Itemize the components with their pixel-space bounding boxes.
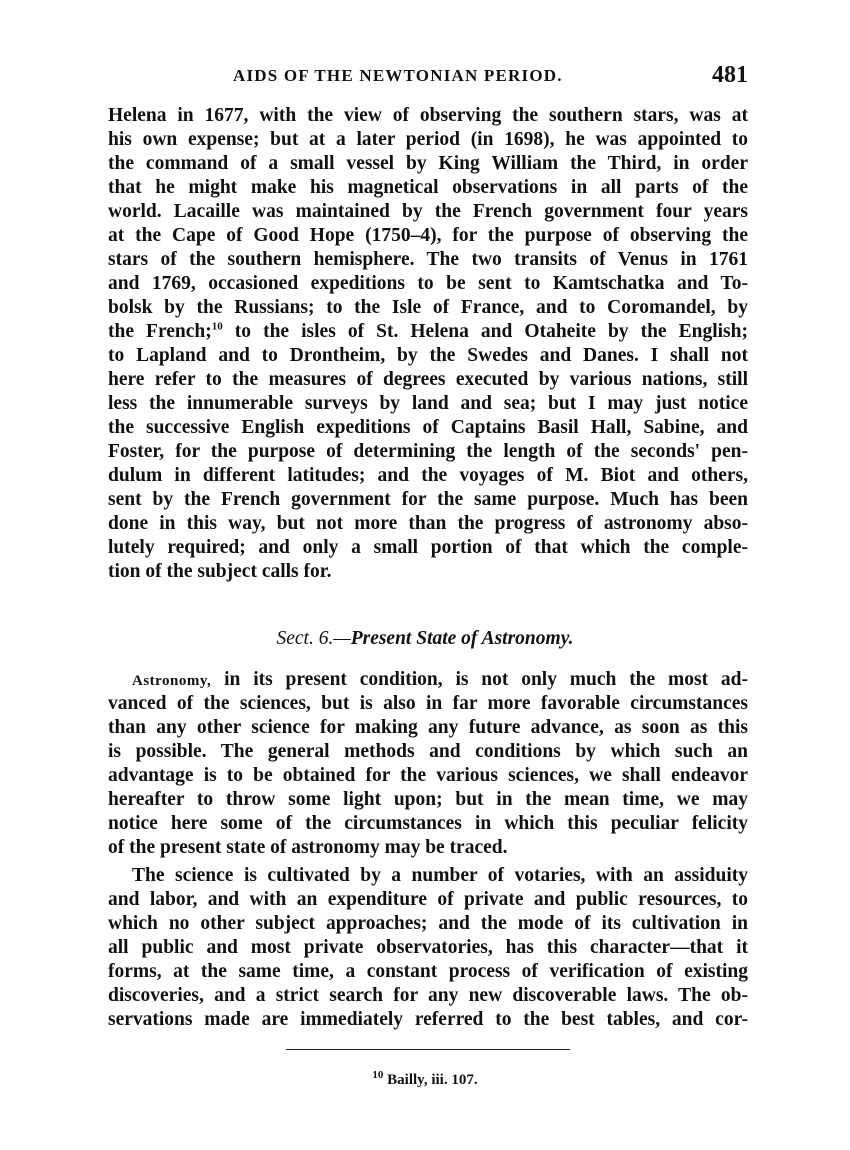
- footnote-marker: 10: [372, 1069, 384, 1081]
- text-line: stars of the southern hemisphere. The two transits of Venus in 1761: [108, 249, 748, 270]
- text-line: forms, at the same time, a constant process of verification of existing: [108, 961, 748, 982]
- section-heading: [0, 628, 850, 650]
- paragraph-2: [108, 668, 748, 860]
- section-title: Present State of Astronomy.: [350, 628, 574, 649]
- text-line: than any other science for making any future advance, as soon as this: [108, 717, 748, 738]
- text-line: done in this way, but not more than the progress of astronomy abso-: [108, 513, 748, 534]
- text-line: discoveries, and a strict search for any new discoverable laws. The ob-: [108, 985, 748, 1006]
- footnote-divider: [286, 1049, 570, 1050]
- text-line: is possible. The general methods and conditions by which such an: [108, 741, 748, 762]
- text-line: Foster, for the purpose of determining the length of the seconds' pen-: [108, 441, 748, 462]
- footnote: [0, 1069, 850, 1089]
- text-line-with-lead: [108, 668, 748, 692]
- text-line: which no other subject approaches; and the mode of its cultivation in: [108, 913, 748, 934]
- paragraph-1: [108, 104, 748, 584]
- text-fragment: to the isles of St. Helena and Otaheite by the English;: [222, 321, 748, 342]
- text-line: at the Cape of Good Hope (1750–4), for the purpose of observing the: [108, 225, 748, 246]
- text-line: Helena in 1677, with the view of observing the southern stars, was at: [108, 105, 748, 126]
- paragraph-3: [108, 864, 748, 1032]
- text-line: The science is cultivated by a number of votaries, with an assiduity: [132, 865, 748, 886]
- text-line: the successive English expeditions of Captains Basil Hall, Sabine, and: [108, 417, 748, 438]
- text-line: of the present state of astronomy may be traced.: [108, 837, 508, 858]
- text-line: that he might make his magnetical observations in all parts of the: [108, 177, 748, 198]
- text-line-with-footnote-ref: [108, 320, 748, 344]
- text-line: less the innumerable surveys by land and sea; but I may just notice: [108, 393, 748, 414]
- text-line: lutely required; and only a small portion of that which the comple-: [108, 537, 748, 558]
- text-line: advantage is to be obtained for the various sciences, we shall endeavor: [108, 765, 748, 786]
- text-line: bolsk by the Russians; to the Isle of France, and to Coromandel, by: [108, 297, 748, 318]
- running-head: [108, 62, 748, 92]
- text-line: all public and most private observatories, has this character—that it: [108, 937, 748, 958]
- text-line: sent by the French government for the same purpose. Much has been: [108, 489, 748, 510]
- text-fragment: the French;: [108, 321, 212, 342]
- text-line: hereafter to throw some light upon; but in the mean time, we may: [108, 789, 748, 810]
- text-line: the command of a small vessel by King William the Third, in order: [108, 153, 748, 174]
- text-line: notice here some of the circumstances in which this peculiar felicity: [108, 813, 748, 834]
- footnote-text: Bailly, iii. 107.: [383, 1072, 478, 1088]
- text-fragment: in its present condition, is not only much the most ad-: [211, 669, 748, 690]
- lead-word: Astronomy,: [132, 673, 212, 689]
- text-line: to Lapland and to Drontheim, by the Swedes and Danes. I shall not: [108, 345, 748, 366]
- text-line: servations made are immediately referred to the best tables, and cor-: [108, 1009, 748, 1030]
- text-line: world. Lacaille was maintained by the French government four years: [108, 201, 748, 222]
- section-number: Sect. 6.—: [276, 628, 351, 649]
- text-line: dulum in different latitudes; and the voyages of M. Biot and others,: [108, 465, 748, 486]
- text-line: and 1769, occasioned expeditions to be sent to Kamtschatka and To-: [108, 273, 748, 294]
- text-line: here refer to the measures of degrees executed by various nations, still: [108, 369, 748, 390]
- footnote-reference: 10: [211, 320, 223, 333]
- text-line: his own expense; but at a later period (in 1698), he was appointed to: [108, 129, 748, 150]
- text-line: and labor, and with an expenditure of private and public resources, to: [108, 889, 748, 910]
- text-line: tion of the subject calls for.: [108, 561, 332, 582]
- page-number: 481: [712, 62, 748, 88]
- text-line: vanced of the sciences, but is also in far more favorable circumstances: [108, 693, 748, 714]
- running-title: AIDS OF THE NEWTONIAN PERIOD.: [233, 66, 563, 85]
